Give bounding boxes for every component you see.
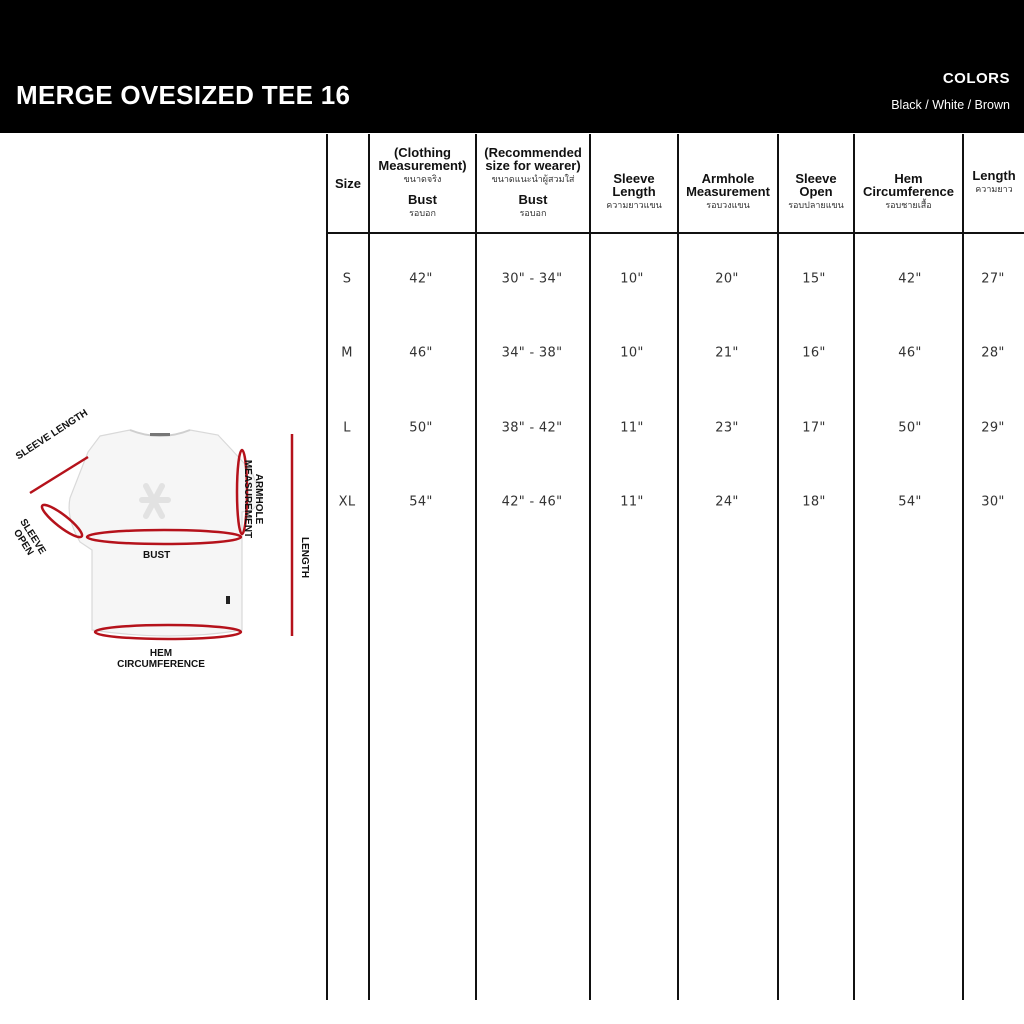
header-size: Size	[334, 175, 361, 191]
cell-length: 29"	[981, 420, 1005, 436]
cell-rec-bust: 42" - 46"	[501, 494, 563, 510]
cell-sleeve-open: 18"	[802, 494, 826, 510]
cell-hem: 50"	[898, 420, 922, 436]
header-sleeve-length: Sleeve Length ความยาวแขน	[606, 171, 662, 210]
cell-sleeve-length: 11"	[620, 420, 644, 436]
cell-length: 27"	[981, 271, 1005, 287]
table-divider	[853, 134, 855, 1000]
cell-armhole: 23"	[715, 420, 739, 436]
cell-length: 30"	[981, 494, 1005, 510]
length-label: LENGTH	[299, 537, 310, 579]
cell-size: L	[343, 420, 351, 436]
cell-hem: 46"	[898, 345, 922, 361]
header-armhole: Armhole Measurement รอบวงแขน	[686, 171, 770, 210]
header-sleeve-open: Sleeve Open รอบปลายแขน	[788, 171, 844, 210]
product-title: MERGE OVESIZED TEE 16	[16, 80, 351, 110]
cell-size: S	[342, 271, 352, 287]
table-divider	[475, 134, 477, 1000]
table-divider	[368, 134, 370, 1000]
cell-length: 28"	[981, 345, 1005, 361]
cell-armhole: 24"	[715, 494, 739, 510]
table-divider	[677, 134, 679, 1000]
cell-sleeve-open: 16"	[802, 345, 826, 361]
cell-size: XL	[338, 494, 356, 510]
cell-hem: 54"	[898, 494, 922, 510]
cell-armhole: 20"	[715, 271, 739, 287]
cell-sleeve-length: 11"	[620, 494, 644, 510]
cell-size: M	[341, 345, 353, 361]
cell-sleeve-open: 15"	[802, 271, 826, 287]
table-divider	[326, 134, 328, 1000]
cell-bust: 46"	[409, 345, 433, 361]
armhole-label: ARMHOLE MEASUREMENT	[242, 459, 264, 539]
bust-label: BUST	[143, 550, 171, 561]
table-divider	[962, 134, 964, 1000]
cell-bust: 50"	[409, 420, 433, 436]
hem-label: HEM CIRCUMFERENCE	[117, 648, 205, 670]
header-bar	[0, 0, 1024, 133]
cell-rec-bust: 34" - 38"	[501, 345, 563, 361]
cell-armhole: 21"	[715, 345, 739, 361]
colors-value: Black / White / Brown	[891, 98, 1010, 112]
table-divider	[589, 134, 591, 1000]
header-hem: Hem Circumference รอบชายเสื้อ	[862, 171, 955, 210]
cell-sleeve-length: 10"	[620, 271, 644, 287]
cell-hem: 42"	[898, 271, 922, 287]
cell-sleeve-open: 17"	[802, 420, 826, 436]
header-length: Length ความยาว	[972, 168, 1016, 194]
sleeve-length-label: SLEEVE LENGTH	[14, 407, 90, 463]
cell-bust: 42"	[409, 271, 433, 287]
header-clothing-bust: (Clothing Measurement) ขนาดจริง Bust รอบอก	[378, 144, 467, 218]
table-divider	[777, 134, 779, 1000]
cell-bust: 54"	[409, 494, 433, 510]
cell-sleeve-length: 10"	[620, 345, 644, 361]
table-header-divider	[327, 232, 1024, 234]
header-recommended-bust: (Recommended size for wearer) ขนาดแนะนำผู้สวมใส่ Bust รอบอก	[484, 144, 582, 218]
tee-diagram	[0, 407, 320, 680]
sleeve-open-label: SLEEVE OPEN	[10, 517, 48, 558]
cell-rec-bust: 30" - 34"	[501, 271, 563, 287]
cell-rec-bust: 38" - 42"	[501, 420, 563, 436]
colors-label: COLORS	[942, 70, 1010, 87]
